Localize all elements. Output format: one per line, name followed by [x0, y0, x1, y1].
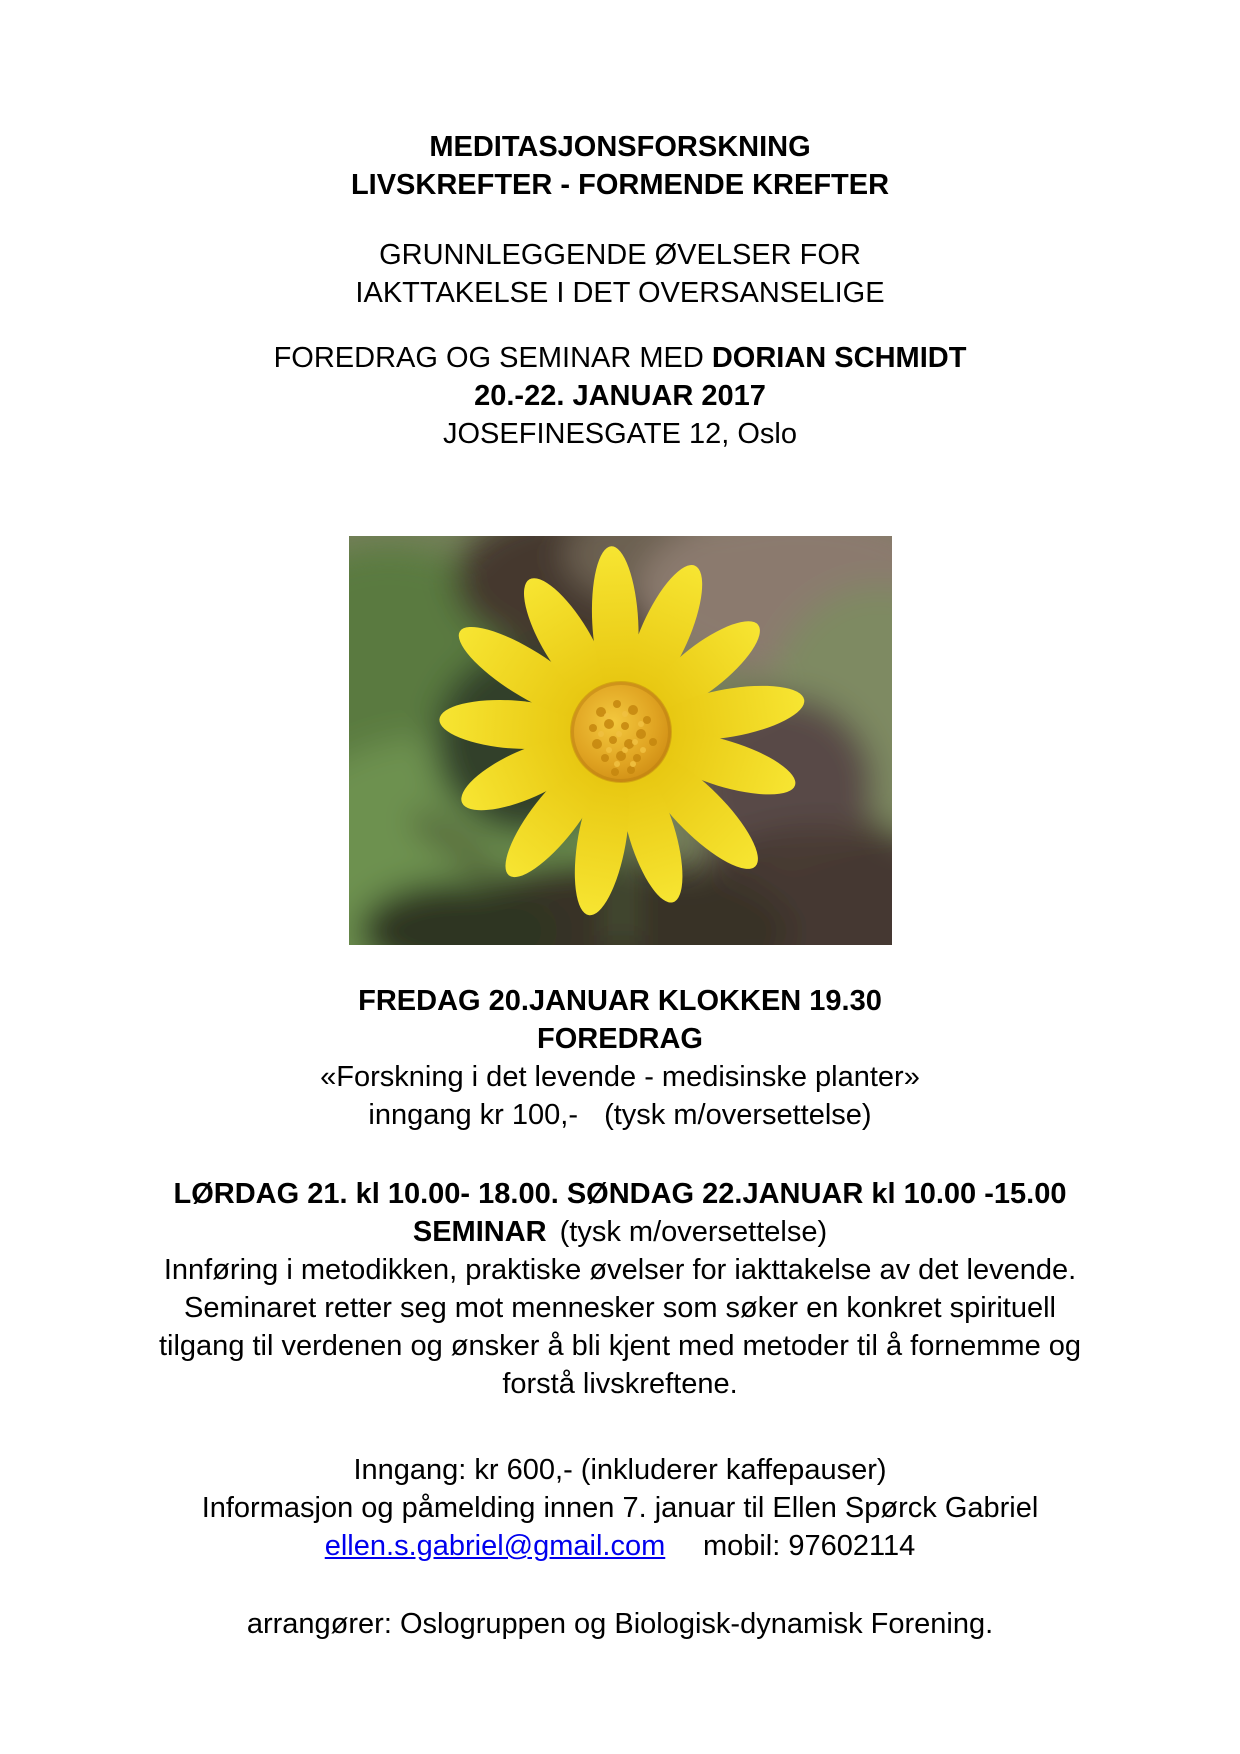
- weekend-heading: LØRDAG 21. kl 10.00- 18.00. SØNDAG 22.JANUAR kl 10.00 -15.00: [173, 1178, 1067, 1210]
- title-line-1: MEDITASJONSFORSKNING: [429, 131, 811, 163]
- registration-block: [50, 1451, 1190, 1565]
- title-line-2: LIVSKREFTER - FORMENDE KREFTER: [350, 169, 890, 201]
- subtitle-line-1: GRUNNLEGGENDE ØVELSER FOR: [379, 239, 861, 271]
- phone-label: mobil: 97602114: [702, 1530, 916, 1562]
- organizers-line: arrangører: Oslogruppen og Biologisk-dynamisk Forening.: [246, 1608, 994, 1640]
- weekend-block: [50, 1175, 1190, 1403]
- footer-block: [50, 1605, 1190, 1643]
- event-block: [50, 339, 1190, 453]
- weekend-desc-line-3: tilgang til verdenen og ønsker å bli kjent med metoder til å fornemme og: [158, 1330, 1082, 1362]
- event-address: JOSEFINESGATE 12, Oslo: [442, 418, 797, 450]
- registration-info-line: Informasjon og påmelding innen 7. januar til Ellen Spørck Gabriel: [201, 1492, 1039, 1524]
- event-prefix: FOREDRAG OG SEMINAR MED: [273, 342, 712, 374]
- email-link[interactable]: ellen.s.gabriel@gmail.com: [324, 1530, 666, 1562]
- friday-block: [50, 982, 1190, 1134]
- friday-language-note: (tysk m/oversettelse): [604, 1099, 872, 1131]
- weekend-seminar-line: [50, 1213, 1190, 1251]
- title-block: [50, 128, 1190, 204]
- weekend-desc-line-2: Seminaret retter seg mot mennesker som søker en konkret spirituell: [184, 1292, 1056, 1324]
- subtitle-line-2: IAKTTAKELSE I DET OVERSANSELIGE: [355, 277, 885, 309]
- flower-photo-graphic: [349, 536, 892, 945]
- friday-heading: FREDAG 20.JANUAR KLOKKEN 19.30: [358, 985, 882, 1017]
- weekend-language-note: (tysk m/oversettelse): [559, 1216, 828, 1248]
- friday-price-line: [50, 1096, 1190, 1134]
- weekend-desc-line-1: Innføring i metodikken, praktiske øvelser for iakttakelse av det levende.: [163, 1254, 1077, 1286]
- friday-talk-title: «Forskning i det levende - medisinske planter»: [320, 1061, 920, 1093]
- registration-contact-line: [50, 1527, 1190, 1565]
- friday-subheading: FOREDRAG: [537, 1023, 703, 1055]
- event-date: 20.-22. JANUAR 2017: [474, 380, 766, 412]
- registration-price-line: Inngang: kr 600,- (inkluderer kaffepauser): [353, 1454, 887, 1486]
- weekend-desc-line-4: forstå livskreftene.: [502, 1368, 738, 1400]
- seminar-label: SEMINAR: [412, 1216, 547, 1248]
- subtitle-block: [50, 236, 1190, 312]
- event-speaker: DORIAN SCHMIDT: [711, 342, 967, 374]
- flower-disc: [571, 682, 671, 782]
- event-line: [50, 339, 1190, 377]
- friday-price: inngang kr 100,-: [368, 1099, 578, 1131]
- flower-photo: [349, 536, 892, 945]
